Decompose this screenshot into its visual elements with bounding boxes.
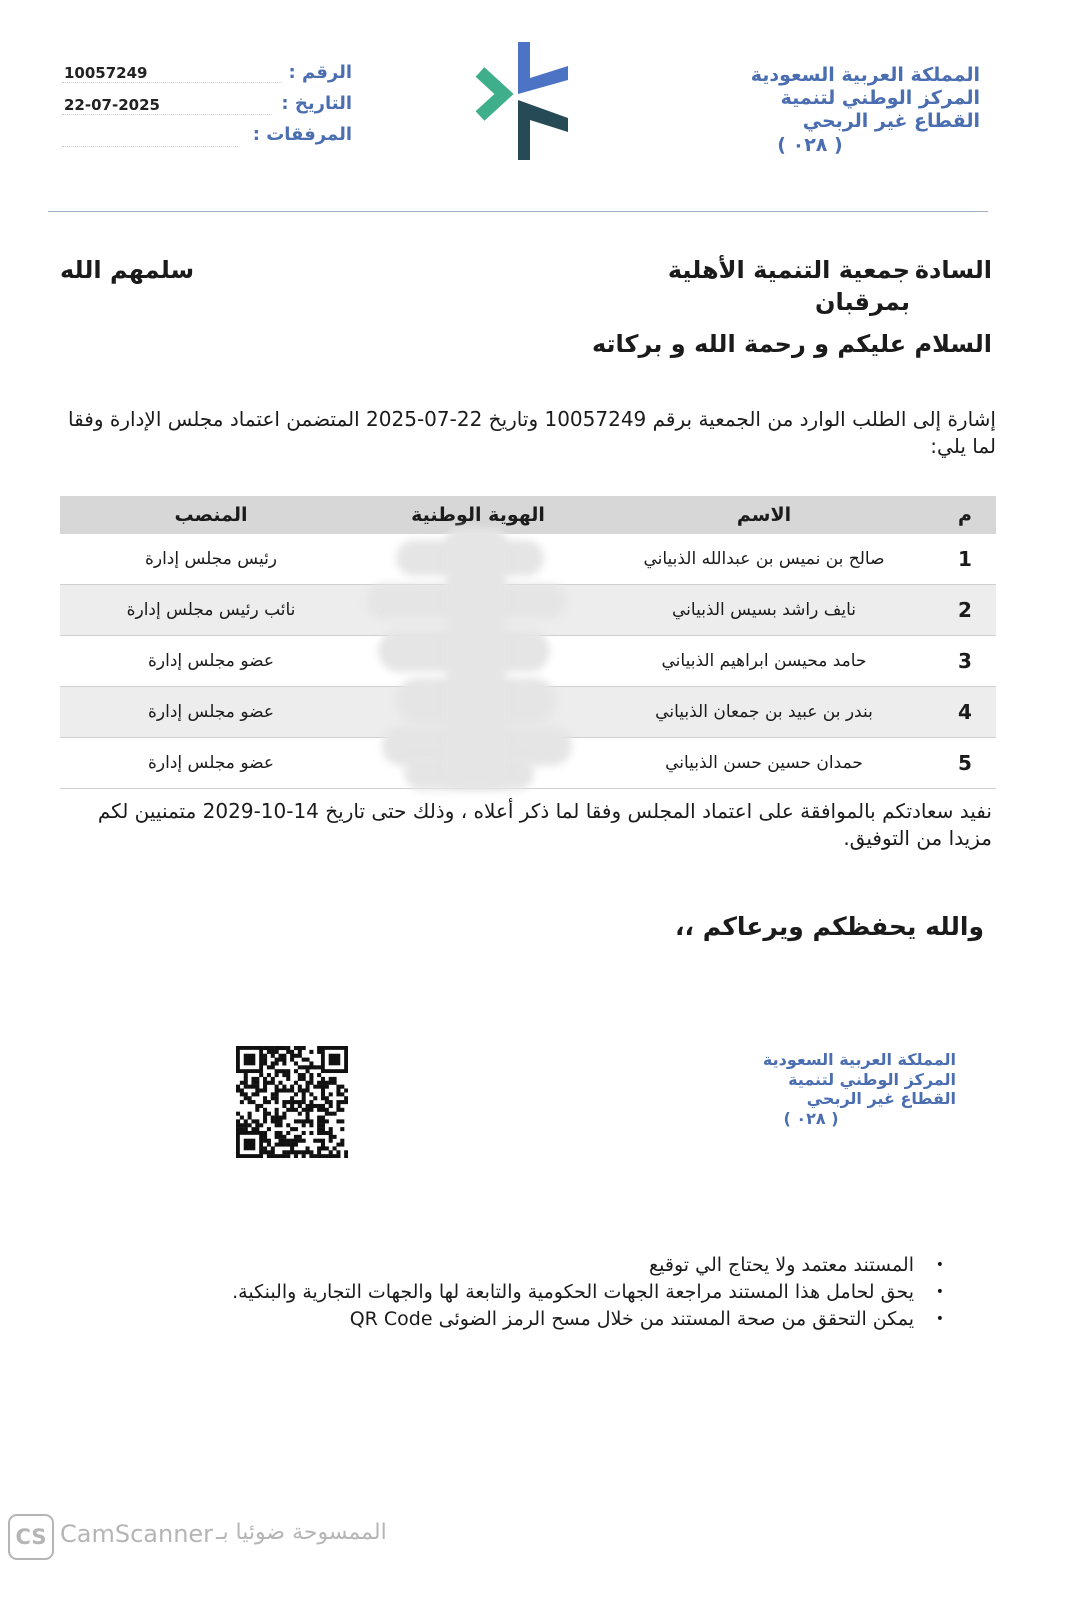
camscanner-logo-icon: CS (8, 1514, 54, 1560)
approval-paragraph: نفيد سعادتكم بالموافقة على اعتماد المجلس وفقا لما ذكر أعلاه ، وذلك حتى تاريخ 14-10-2029 متمنيين لكم مزيدا من التوفيق. (97, 799, 992, 850)
greeting: السلام عليكم و رحمة الله و بركاته (591, 330, 992, 358)
org-line-1: المملكة العربية السعودية (750, 64, 980, 86)
footer-org-line-2: المركز الوطني لتنمية (788, 1069, 956, 1089)
org-line-3: القطاع غير الربحي (802, 110, 980, 133)
footer-org-line-3: القطاع غير الربحي (806, 1089, 956, 1109)
footer-org-line-1: المملكة العربية السعودية (762, 1050, 956, 1069)
ref-number-value: 10057249 (64, 64, 148, 82)
attachments-label: المرفقات : (252, 124, 352, 145)
date-label: التاريخ : (281, 93, 352, 114)
note-item: • المستند معتمد ولا يحتاج الي توقيع (184, 1252, 944, 1279)
date-value: 22-07-2025 (64, 96, 160, 114)
header-num: م (934, 496, 996, 534)
footer-org-name (716, 1050, 956, 1128)
camscanner-prefix: الممسوحة ضوئيا بـ (216, 1520, 387, 1545)
row-name: بندر بن عبيد بن جمعان الذبياني (594, 687, 934, 738)
row-name: حمدان حسين حسن الذبياني (594, 738, 934, 789)
row-name: نايف راشد بسيس الذبياني (594, 585, 934, 636)
row-position: نائب رئيس مجلس إدارة (60, 585, 362, 636)
camscanner-watermark (8, 1514, 408, 1560)
addressee-prefix: السادة (914, 256, 992, 284)
footer-notes (184, 1252, 944, 1333)
attachments-line (62, 146, 238, 147)
date-line (62, 114, 272, 115)
salutation-tail: سلمهم الله (60, 256, 195, 284)
header-id: الهوية الوطنية (362, 496, 594, 534)
org-line-4: ( ٠٢٨ ) (777, 133, 843, 156)
addressee-place: بمرقبان (814, 288, 910, 316)
row-position: عضو مجلس إدارة (60, 687, 362, 738)
row-name: صالح بن نميس بن عبدالله الذبياني (594, 534, 934, 585)
row-position: عضو مجلس إدارة (60, 738, 362, 789)
reference-block (62, 60, 354, 156)
row-num: 3 (934, 636, 996, 687)
note-item: • يمكن التحقق من صحة المستند من خلال مسح الرمز الضوئى QR Code (184, 1306, 944, 1333)
ref-number-line (62, 82, 282, 83)
table-header-row (60, 496, 996, 534)
note-item: • يحق لحامل هذا المستند مراجعة الجهات الحكومية والتابعة لها والجهات التجارية والبنكية. (184, 1279, 944, 1306)
row-num: 2 (934, 585, 996, 636)
header-name: الاسم (594, 496, 934, 534)
org-line-2: المركز الوطني لتنمية (780, 87, 980, 110)
camscanner-text: CamScanner (60, 1520, 214, 1548)
row-num: 1 (934, 534, 996, 585)
row-position: رئيس مجلس إدارة (60, 534, 362, 585)
header-divider (48, 211, 988, 212)
row-name: حامد محيسن ابراهيم الذبياني (594, 636, 934, 687)
footer-org-line-4: ( ٠٢٨ ) (783, 1108, 839, 1128)
closing: والله يحفظكم ويرعاكم ،، (675, 912, 984, 941)
ref-number-label: الرقم : (288, 62, 352, 83)
intro-paragraph: إشارة إلى الطلب الوارد من الجمعية برقم 10057249 وتاريخ 22-07-2025 المتضمن اعتماد مجلس الإدارة وفقا لما يلي: (68, 407, 996, 458)
row-position: عضو مجلس إدارة (60, 636, 362, 687)
row-num: 5 (934, 738, 996, 789)
center-logo-icon (470, 38, 574, 164)
addressee-name: جمعية التنمية الأهلية (667, 256, 910, 284)
row-num: 4 (934, 687, 996, 738)
qr-code-icon (236, 1046, 348, 1158)
header-position: المنصب (60, 496, 362, 534)
header-org-name (700, 64, 980, 157)
